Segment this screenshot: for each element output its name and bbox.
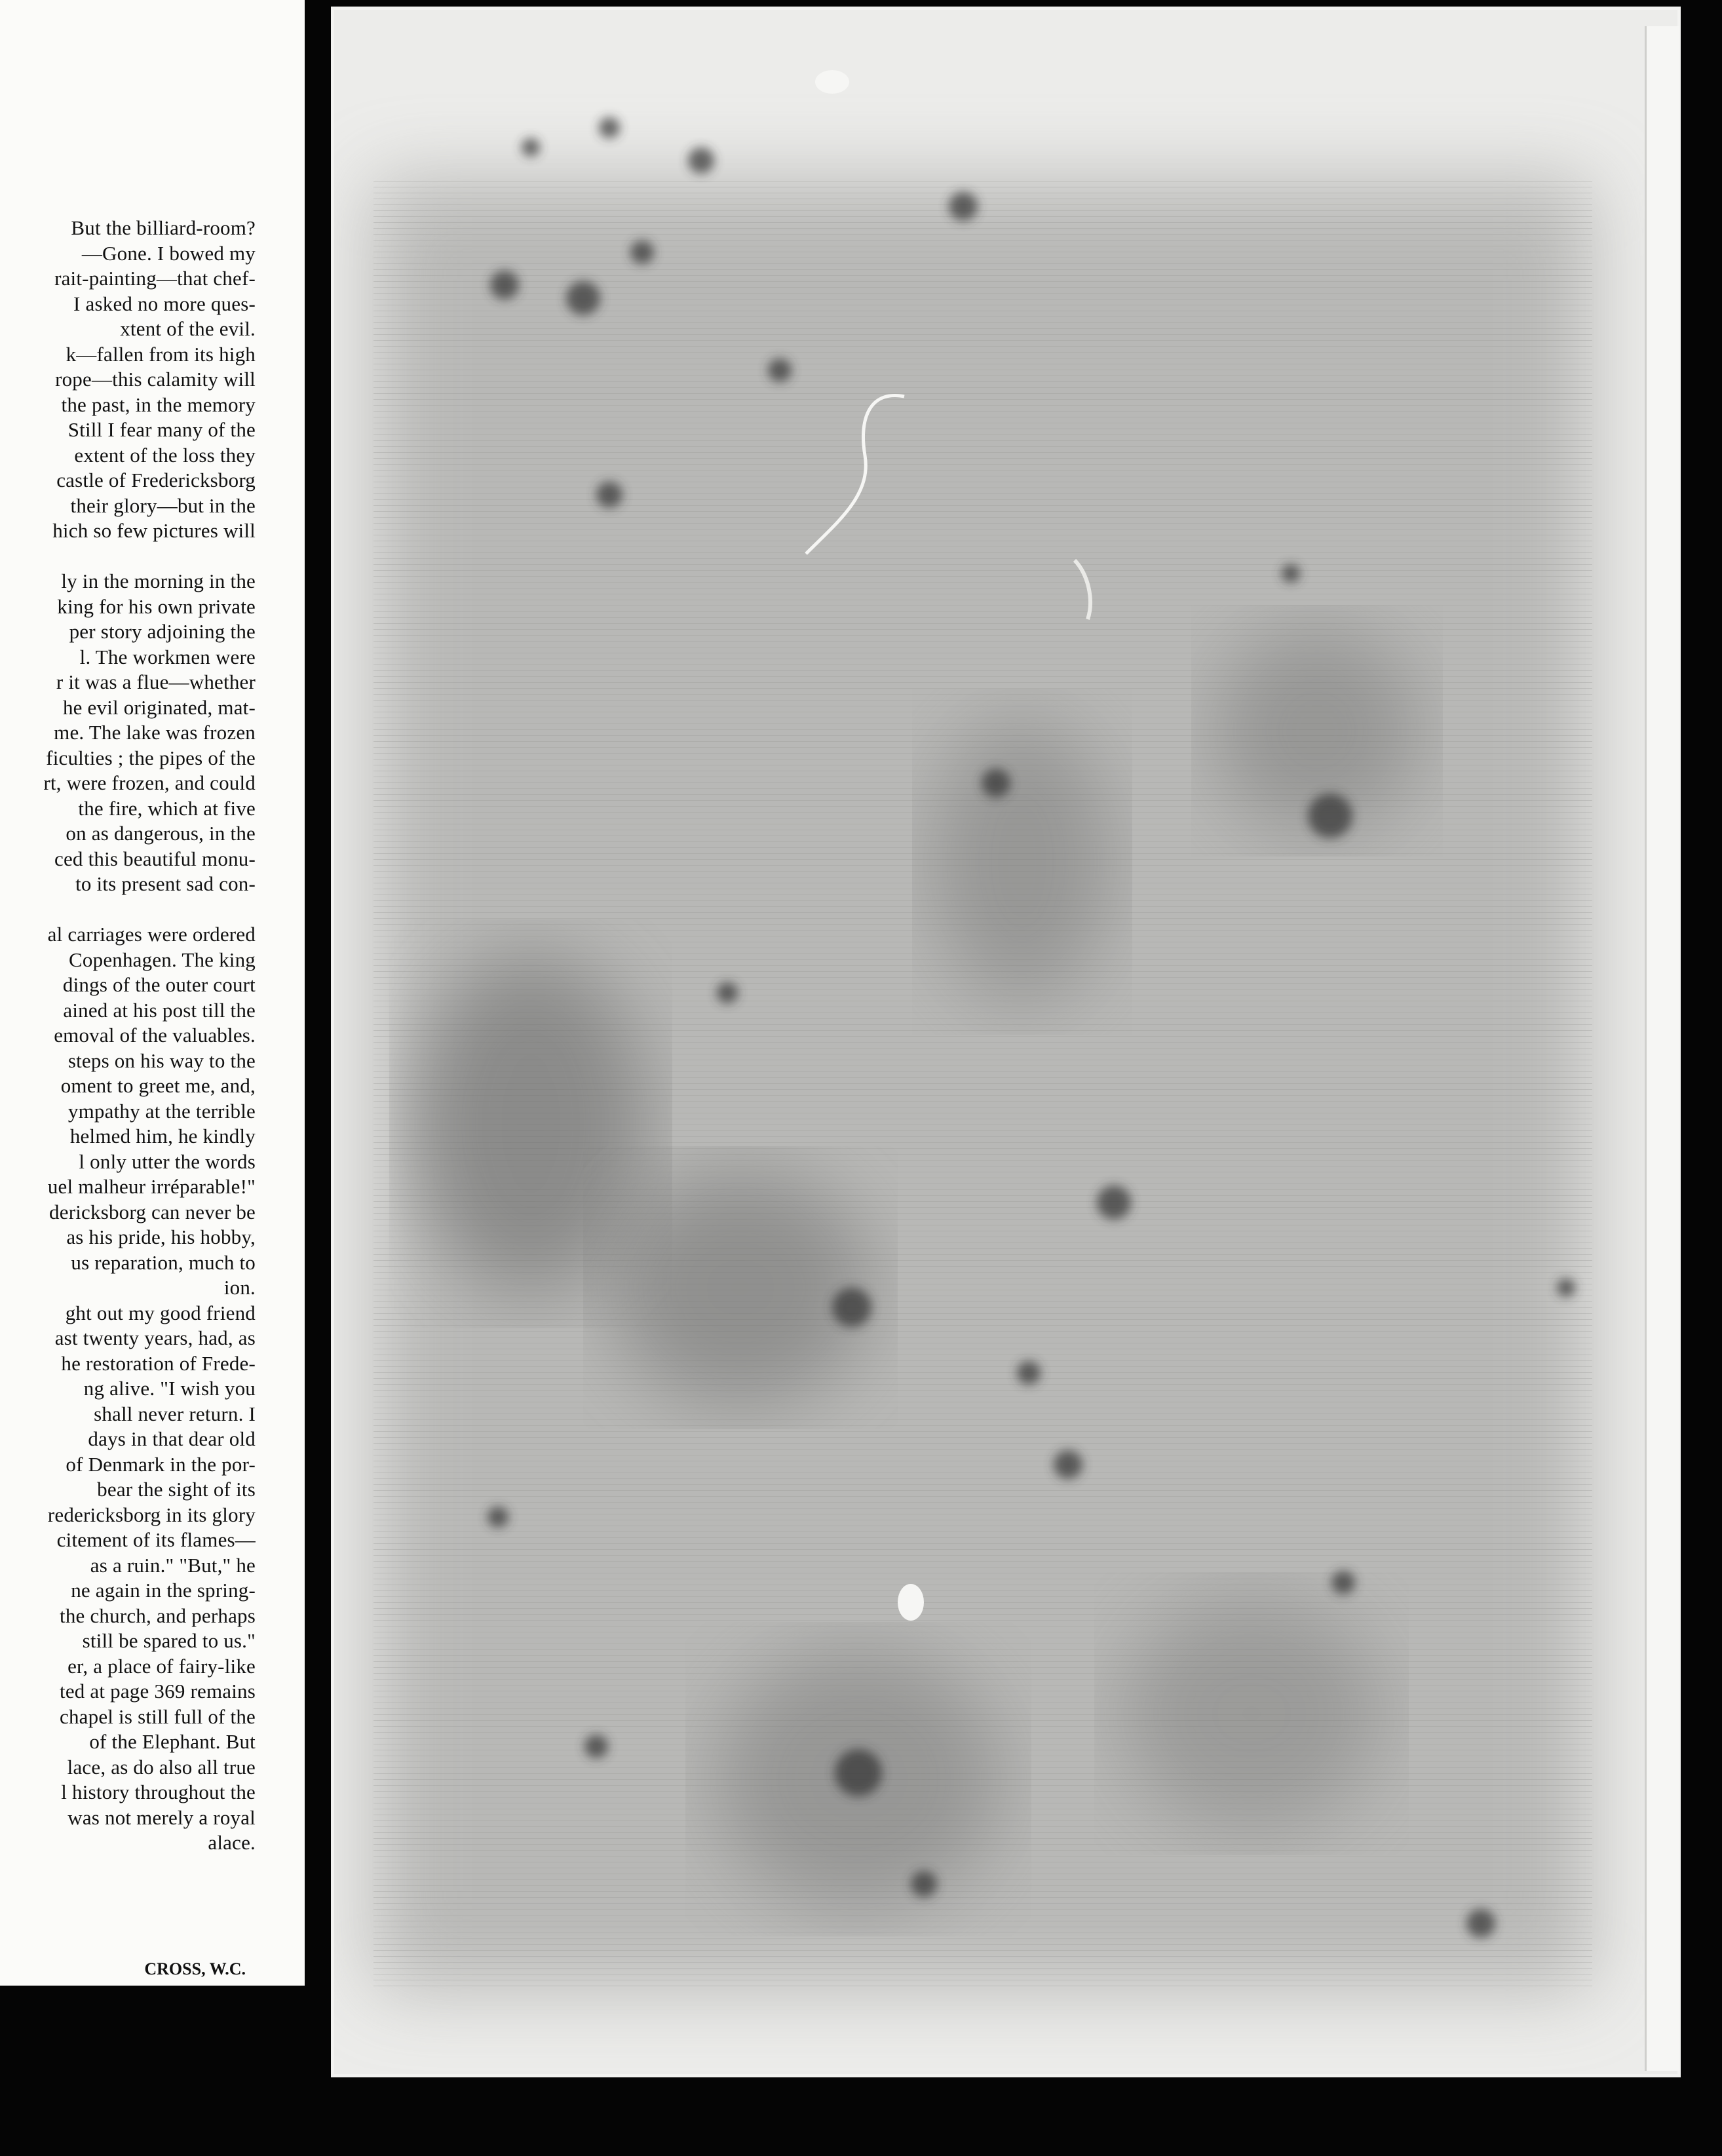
text-line: of the Elephant. But bbox=[89, 1730, 256, 1753]
text-line: Still I fear many of the bbox=[67, 418, 256, 441]
text-line: l. The workmen were bbox=[79, 645, 256, 668]
text-line: rait-painting—that chef- bbox=[54, 267, 256, 290]
text-line: rope—this calamity will bbox=[55, 368, 256, 391]
text-line: lace, as do also all true bbox=[67, 1755, 256, 1779]
blank-page bbox=[331, 7, 1681, 2077]
text-line: ficulties ; the pipes of the bbox=[46, 746, 256, 769]
text-line: xtent of the evil. bbox=[120, 317, 256, 340]
text-line: helmed him, he kindly bbox=[69, 1125, 256, 1147]
text-line: their glory—but in the bbox=[70, 493, 256, 517]
text-line: on as dangerous, in the bbox=[66, 822, 256, 845]
text-line: citement of its flames— bbox=[56, 1528, 256, 1551]
text-line: the fire, which at five bbox=[78, 796, 256, 820]
foxing-stains bbox=[334, 10, 1677, 2074]
text-line: the past, in the memory bbox=[61, 393, 256, 416]
text-line: But the billiard-room? bbox=[71, 216, 256, 239]
text-line: I asked no more ques- bbox=[73, 292, 256, 315]
text-line: shall never return. I bbox=[94, 1402, 256, 1425]
text-line: as his pride, his hobby, bbox=[66, 1225, 256, 1248]
text-line: bear the sight of its bbox=[97, 1478, 256, 1501]
text-line: ng alive. "I wish you bbox=[83, 1377, 256, 1400]
text-line: r it was a flue—whether bbox=[56, 670, 256, 693]
text-line: dericksborg can never be bbox=[49, 1200, 256, 1223]
text-line: as a ruin." "But," he bbox=[90, 1553, 256, 1577]
text-line: ced this beautiful monu- bbox=[54, 847, 256, 870]
left-page bbox=[0, 0, 305, 1986]
text-line: ght out my good friend bbox=[65, 1301, 256, 1324]
text-line: dings of the outer court bbox=[62, 973, 256, 996]
text-line: k—fallen from its high bbox=[66, 342, 256, 366]
text-line: ted at page 369 remains bbox=[60, 1680, 256, 1703]
text-line: steps on his way to the bbox=[67, 1049, 256, 1072]
text-line: ained at his post till the bbox=[63, 998, 256, 1022]
text-line: us reparation, much to bbox=[71, 1250, 256, 1274]
text-line: ly in the morning in the bbox=[61, 569, 256, 592]
text-line: extent of the loss they bbox=[74, 443, 256, 467]
text-line: —Gone. I bowed my bbox=[81, 241, 256, 265]
gutter bbox=[305, 0, 331, 2156]
text-line: ne again in the spring- bbox=[71, 1579, 256, 1602]
text-line: er, a place of fairy-like bbox=[67, 1654, 256, 1678]
text-line: uel malheur irréparable!" bbox=[47, 1175, 256, 1198]
text-line: l only utter the words bbox=[79, 1149, 256, 1173]
text-line: castle of Fredericksborg bbox=[56, 469, 256, 491]
text-line: was not merely a royal bbox=[67, 1805, 256, 1829]
text-line: ast twenty years, had, as bbox=[54, 1326, 256, 1349]
text-line: he restoration of Frede- bbox=[61, 1351, 256, 1375]
footer-imprint: CROSS, W.C. bbox=[144, 1959, 246, 1978]
text-line: redericksborg in its glory bbox=[47, 1503, 256, 1526]
text-line: l history throughout the bbox=[61, 1781, 256, 1803]
text-line: chapel is still full of the bbox=[60, 1704, 256, 1728]
text-line: rt, were frozen, and could bbox=[43, 771, 256, 794]
text-line: the church, and perhaps bbox=[60, 1604, 256, 1627]
text-line: ympathy at the terrible bbox=[67, 1099, 256, 1123]
text-line: oment to greet me, and, bbox=[60, 1074, 256, 1097]
text-line: king for his own private bbox=[57, 594, 256, 618]
text-line: he evil originated, mat- bbox=[62, 695, 256, 719]
text-line: al carriages were ordered bbox=[47, 923, 256, 946]
text-line: per story adjoining the bbox=[69, 620, 256, 643]
text-line: emoval of the valuables. bbox=[54, 1024, 256, 1047]
text-line: alace. bbox=[208, 1831, 256, 1854]
text-line: of Denmark in the por- bbox=[66, 1452, 256, 1476]
text-line: still be spared to us." bbox=[82, 1629, 256, 1652]
text-line: me. The lake was frozen bbox=[54, 721, 256, 744]
text-line: hich so few pictures will bbox=[52, 519, 256, 542]
page-edge bbox=[1645, 26, 1679, 2071]
text-line: ion. bbox=[223, 1276, 256, 1299]
text-line: days in that dear old bbox=[88, 1427, 256, 1450]
text-line: Copenhagen. The king bbox=[69, 948, 256, 971]
text-line: to its present sad con- bbox=[75, 872, 256, 895]
